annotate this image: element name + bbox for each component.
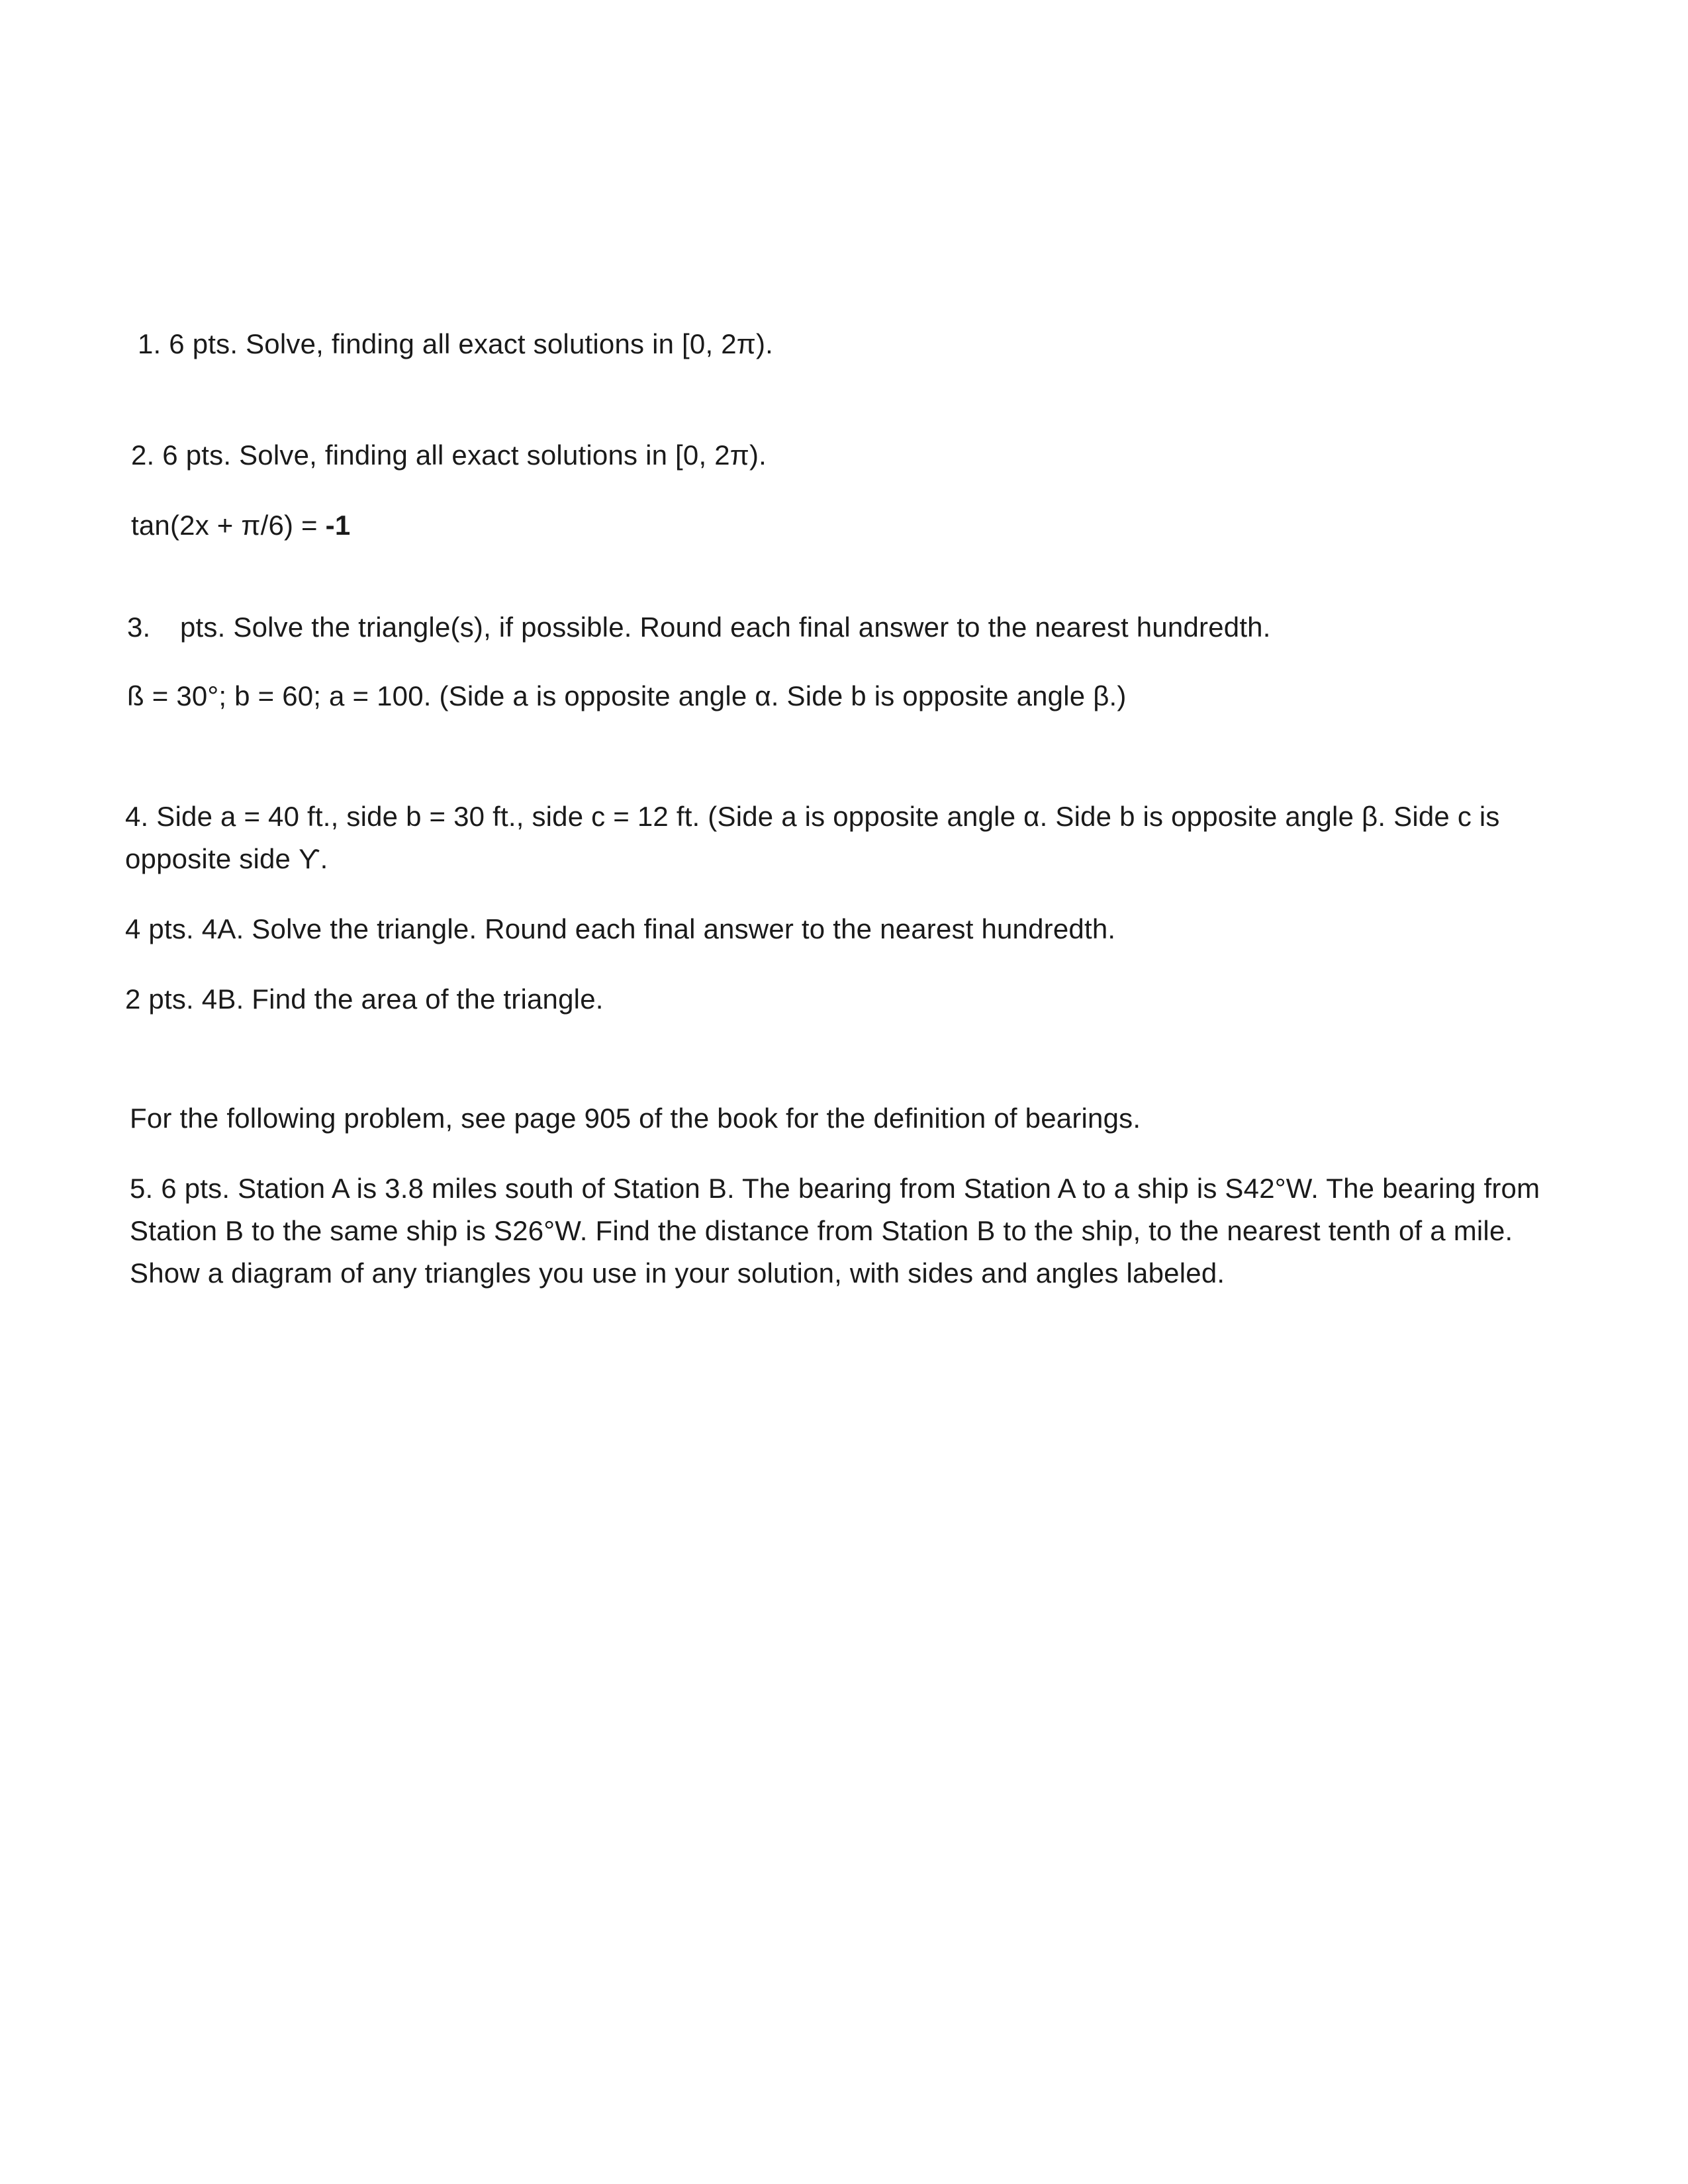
problem-1-text: 1. 6 pts. Solve, finding all exact solutions in [0, 2π). [138,328,774,359]
problem-5-intro: For the following problem, see page 905 of the book for the definition of bearings. [130,1103,1141,1134]
problem-5-line-3: Show a diagram of any triangles you use in your solution, with sides and angles labeled. [130,1257,1225,1289]
problem-2-equation-lhs: tan(2x + π/6) = [131,510,326,541]
problem-4-line-2: opposite side ϒ. [125,843,328,874]
problem-4b-text: 2 pts. 4B. Find the area of the triangle. [125,983,604,1015]
problem-5-line-2: Station B to the same ship is S26°W. Find the distance from Station B to the ship, to the nearest tenth of a mile. [130,1215,1513,1246]
problem-3-text: pts. Solve the triangle(s), if possible. Round each final answer to the nearest hundredth. [180,612,1271,643]
problem-2-equation [131,504,350,547]
problem-2-equation-rhs: -1 [325,510,351,541]
problem-4a-text: 4 pts. 4A. Solve the triangle. Round each final answer to the nearest hundredth. [125,913,1116,944]
problem-3-number: 3. [127,612,151,643]
problem-3-given: ß = 30°; b = 60; a = 100. (Side a is opposite angle α. Side b is opposite angle β.) [127,680,1127,711]
problem-4-line-1: 4. Side a = 40 ft., side b = 30 ft., side c = 12 ft. (Side a is opposite angle α. Side b is opposite angle β. Side c is [125,801,1500,832]
problem-2-text: 2. 6 pts. Solve, finding all exact solutions in [0, 2π). [131,439,767,471]
problem-5-line-1: 5. 6 pts. Station A is 3.8 miles south of Station B. The bearing from Station A to a ship is S42°W. The bearing from [130,1173,1540,1204]
